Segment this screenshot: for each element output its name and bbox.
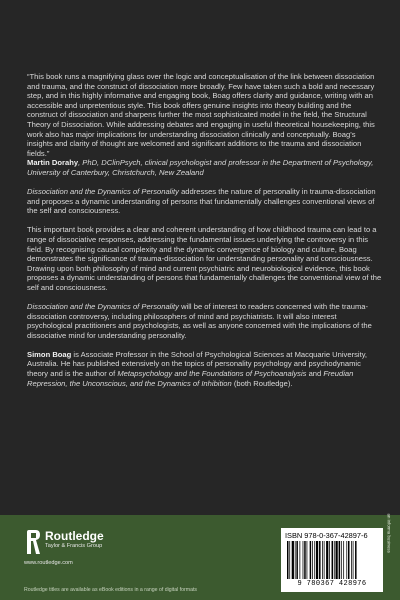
bio-text: (both Routledge). (231, 378, 293, 388)
description-text: addresses the nature of personality in trauma-dissociation and proposes a dynamic understanding of persons that fundamentally challenges conventional views of the self and consciousness. (27, 187, 376, 216)
author-bio (27, 350, 383, 388)
book-title-ref: Dissociation and the Dynamics of Personality (27, 187, 179, 197)
description-paragraph-3 (27, 302, 383, 340)
routledge-logo-icon (24, 528, 42, 556)
publisher-website[interactable]: www.routledge.com (24, 560, 73, 566)
publisher-group: Taylor & Francis Group (45, 543, 103, 549)
bio-book-1: Metapsychology and the Foundations of Psychoanalysis (117, 369, 307, 379)
description-paragraph-1 (27, 187, 383, 216)
quote-credentials: , PhD, DClinPsych, clinical psychologist and professor in the Department of Psychology, University of Canterbury, Christchurch, New Zealand (27, 158, 374, 177)
back-cover-text (27, 72, 383, 398)
barcode-digits: 9 780367 428976 (297, 580, 367, 588)
informa-side-text (382, 515, 396, 593)
barcode-box (281, 528, 383, 592)
publisher-footer (0, 515, 400, 600)
book-title-ref: Dissociation and the Dynamics of Personality (27, 301, 179, 311)
bio-book-2: Freudian Repression, the Unconscious, and the Dynamics of Inhibition (27, 369, 354, 388)
side-text-label: an informa business (386, 513, 392, 553)
barcode-icon (285, 541, 379, 579)
bio-text: and (306, 369, 324, 379)
ebook-note: Routledge titles are available as eBook editions in a range of digital formats (24, 587, 198, 593)
description-paragraph-2: This important book provides a clear and coherent understanding of how childhood trauma can lead to a range of dissociative responses, addressing the fundamental issues underlying the controversy in this field. By recognising causal complexity and the dynamic convergence of biology and culture, Boag demonstrates the significance of trauma-dissociation for understanding personality and consciousness. Drawing upon both philosophy of mind and current psychiatric and neurobiological evidence, this book proposes a dynamic understanding of persons that fundamentally challenges the conventional view of the self and consciousness. (27, 225, 382, 292)
quote-attribution (27, 158, 383, 177)
quote-author: Martin Dorahy (27, 158, 79, 168)
author-name: Simon Boag (27, 349, 72, 359)
bio-text: is Associate Professor in the School of Psychological Sciences at Macquarie University, Australia. He has published extensively on the topics of personality psychology and psychodynamic theory and is the author of (27, 349, 368, 379)
description-text: will be of interest to readers concerned with the trauma-dissociation controversy, including philosophers of mind and psychiatrists. It will also interest psychological practitioners and psychologists, as well as anyone concerned with the implications of the dissociative mind for understanding personality. (27, 301, 372, 340)
isbn-label: ISBN 978-0-367-42897-6 (285, 531, 368, 540)
publisher-name: Routledge (45, 529, 104, 543)
endorsement-quote: “This book runs a magnifying glass over the logic and conceptualisation of the link between dissociation and trauma, and the construct of dissociation more broadly. Few have taken such a bold and necessary step, and in this highly informative and engaging book, Boag offers clarity and guidance, writing with an accessible and unpretentious style. This book offers genuine insights into theory building and the construct of dissociation and sharpens further the most sophisticated model in the field, the Structural Theory of Dissociation. While addressing debates and engaging in useful theoretical housekeeping, this work also has major implications for understanding dissociation clinically and conceptually. Boag’s insights and clarity of thought are welcomed and significant additions to the trauma and dissociation fields.” (27, 72, 375, 158)
